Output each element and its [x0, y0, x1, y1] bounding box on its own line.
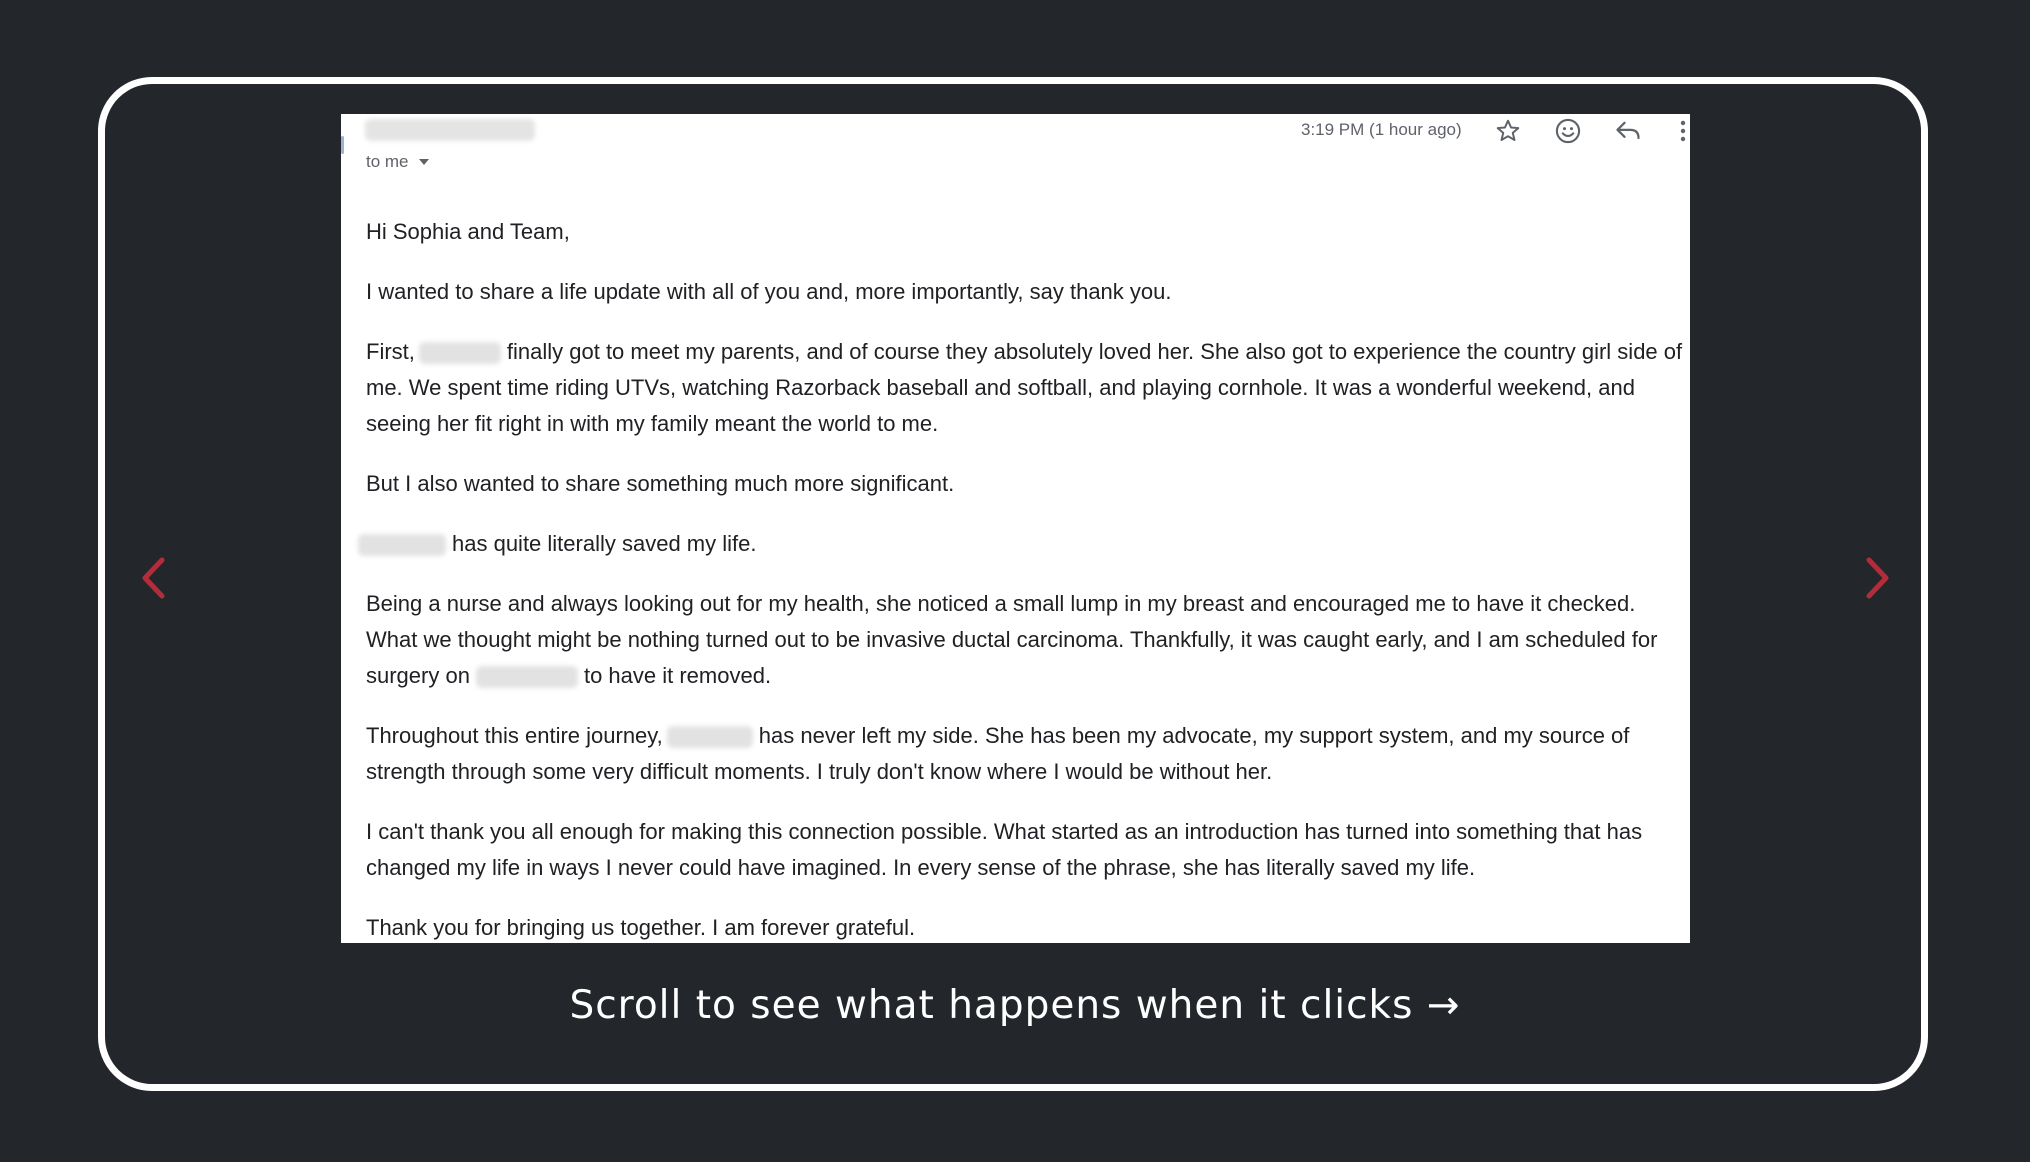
recipient-line[interactable] — [366, 152, 429, 172]
star-icon — [1495, 118, 1521, 144]
email-closing: Thank you for bringing us together. I am forever grateful. — [366, 915, 916, 940]
redacted-name — [358, 534, 446, 556]
add-reaction-button[interactable] — [1553, 116, 1583, 146]
email-screenshot — [341, 114, 1690, 943]
reply-button[interactable] — [1613, 116, 1643, 146]
edge-mark — [341, 136, 344, 154]
paragraph-text: Being a nurse and always looking out for my health, she noticed a small lump in my breast and encouraged me to have it checked. What we thought might be nothing turned out to be invasive ductal carcinoma. Thankfully, it was caught early, and I am scheduled for surgery on — [366, 591, 1658, 688]
more-options-button[interactable] — [1676, 116, 1690, 146]
paragraph-text: finally got to meet my parents, and of course they absolutely loved her. She also got to experience the country girl side of me. We spent time riding UTVs, watching Razorback baseball and softball, and playing cornhole. It was a wonderful weekend, and seeing her fit right in with my family meant the world to me. — [366, 339, 1683, 436]
carousel-next-button[interactable] — [1856, 553, 1900, 603]
chevron-left-icon — [140, 556, 166, 600]
email-paragraph: I wanted to share a life update with all of you and, more importantly, say thank you. — [366, 279, 1172, 304]
carousel-prev-button[interactable] — [131, 553, 175, 603]
email-paragraph — [366, 718, 1686, 790]
redacted-name — [419, 342, 501, 364]
paragraph-text: has never left my side. She has been my advocate, my support system, and my source of strength through some very difficult moments. I truly don't know where I would be without her. — [366, 723, 1630, 784]
paragraph-text: Throughout this entire journey, — [366, 723, 663, 748]
star-button[interactable] — [1493, 116, 1523, 146]
email-body — [366, 214, 1686, 943]
chevron-right-icon — [1865, 556, 1891, 600]
redacted-name — [667, 726, 753, 748]
paragraph-text: to have it removed. — [583, 663, 772, 688]
email-paragraph: But I also wanted to share something much more significant. — [366, 471, 955, 496]
recipient-label: to me — [366, 152, 409, 171]
email-paragraph — [366, 334, 1686, 442]
email-paragraph: I can't thank you all enough for making this connection possible. What started as an introduction has turned into something that has changed my life in ways I never could have imagined. In every sense of the phrase, she has literally saved my life. — [366, 819, 1643, 880]
reply-icon — [1614, 117, 1642, 145]
paragraph-text: First, — [366, 339, 415, 364]
more-vert-icon — [1679, 118, 1687, 144]
redacted-date — [476, 666, 578, 688]
email-timestamp: 3:19 PM (1 hour ago) — [1301, 120, 1462, 139]
email-paragraph — [366, 526, 1686, 562]
caret-down-icon[interactable] — [419, 159, 429, 165]
sender-name-redacted — [365, 119, 535, 141]
paragraph-text: has quite literally saved my life. — [452, 531, 757, 556]
email-paragraph — [366, 586, 1686, 694]
emoji-icon — [1554, 117, 1582, 145]
email-greeting: Hi Sophia and Team, — [366, 219, 570, 244]
scroll-caption: Scroll to see what happens when it clicks → — [569, 983, 1461, 1028]
